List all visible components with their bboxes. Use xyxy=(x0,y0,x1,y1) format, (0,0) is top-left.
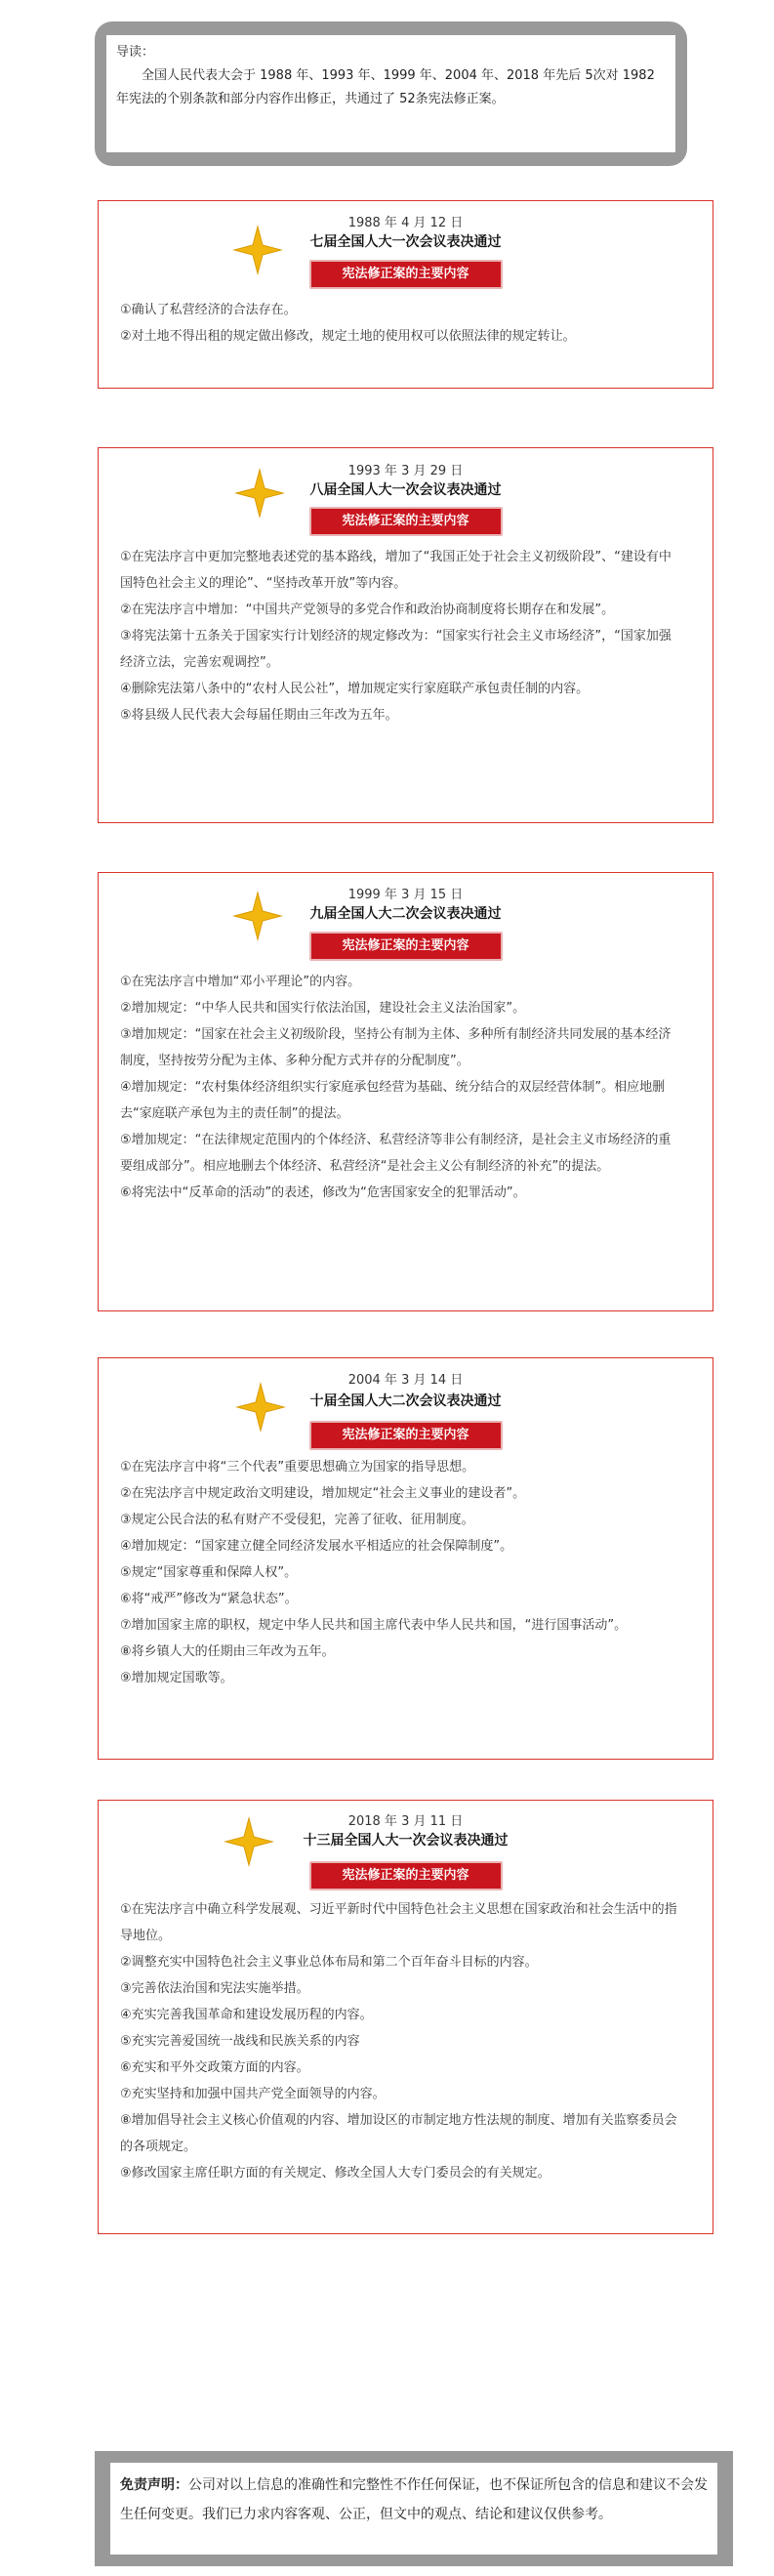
amendment-items xyxy=(99,969,713,1222)
amendment-item: ③规定公民合法的私有财产不受侵犯，完善了征收、征用制度。 xyxy=(120,1513,474,1527)
amendment-date: 2004 年 3 月 14 日 xyxy=(347,1373,464,1388)
amendment-card-1993 xyxy=(98,447,713,823)
amendment-items xyxy=(99,544,713,744)
intro-frame xyxy=(95,21,687,166)
amendment-item: ⑨修改国家主席任职方面的有关规定、修改全国人大专门委员会的有关规定。 xyxy=(120,2166,550,2181)
amendment-item: ③增加规定：“国家在社会主义初级阶段，坚持公有制为主体、多种所有制经济共同发展的基本经济制度，坚持按劳分配为主体、多种分配方式并存的分配制度”。 xyxy=(120,1027,672,1068)
disclaimer xyxy=(110,2463,717,2555)
amendment-date: 1988 年 4 月 12 日 xyxy=(347,216,464,230)
amendment-date: 2018 年 3 月 11 日 xyxy=(347,1814,464,1829)
amendment-item: ⑦增加国家主席的职权，规定中华人民共和国主席代表中华人民共和国，“进行国事活动”。 xyxy=(120,1618,628,1633)
amendment-item: ⑤规定“国家尊重和保障人权”。 xyxy=(120,1565,298,1580)
amendment-item: ⑧将乡镇人大的任期由三年改为五年。 xyxy=(120,1644,335,1659)
amendment-item: ⑧增加倡导社会主义核心价值观的内容、增加设区的市制定地方性法规的制度、增加有关监察委员会的各项规定。 xyxy=(120,2113,677,2154)
amendment-items xyxy=(99,1454,713,1707)
amendment-item: ②调整充实中国特色社会主义事业总体布局和第二个百年奋斗目标的内容。 xyxy=(120,1955,538,1970)
intro-box xyxy=(106,35,675,152)
amendment-card-2018 xyxy=(98,1800,713,2234)
amendment-item: ⑥将宪法中“反革命的活动”的表述，修改为“危害国家安全的犯罪活动”。 xyxy=(120,1185,526,1200)
amendment-card-2004 xyxy=(98,1357,713,1760)
amendment-date: 1993 年 3 月 29 日 xyxy=(347,464,464,478)
amendment-item: ①确认了私营经济的合法存在。 xyxy=(120,303,297,317)
amendment-date: 1999 年 3 月 15 日 xyxy=(347,888,464,902)
amendment-item: ⑤增加规定：“在法律规定范围内的个体经济、私营经济等非公有制经济，是社会主义市场经济的重要组成部分”。相应地删去个体经济、私营经济“是社会主义公有制经济的补充”的提法。 xyxy=(120,1133,672,1174)
amendment-item: ①在宪法序言中增加“邓小平理论”的内容。 xyxy=(120,975,361,989)
amendment-item: ②在宪法序言中增加：“中国共产党领导的多党合作和政治协商制度将长期存在和发展”。 xyxy=(120,602,615,617)
intro-text: 全国人民代表大会于 1988 年、1993 年、1999 年、2004 年、2018 年先后 5次对 1982 年宪法的个别条款和部分内容作出修正，共通过了 52条宪法修正案。 xyxy=(116,68,655,106)
amendment-congress: 七届全国人大一次会议表决通过 xyxy=(309,234,502,250)
amendment-congress: 十三届全国人大一次会议表决通过 xyxy=(303,1833,509,1849)
amendment-congress: 九届全国人大二次会议表决通过 xyxy=(309,906,502,922)
amendment-badge: 宪法修正案的主要内容 xyxy=(309,1861,503,1890)
amendment-item: ①在宪法序言中确立科学发展观、习近平新时代中国特色社会主义思想在国家政治和社会生活中的指导地位。 xyxy=(120,1902,677,1943)
amendment-item: ④删除宪法第八条中的“农村人民公社”，增加规定实行家庭联产承包责任制的内容。 xyxy=(120,682,590,696)
amendment-item: ④增加规定：“国家建立健全同经济发展水平相适应的社会保障制度”。 xyxy=(120,1539,513,1554)
amendment-congress: 八届全国人大一次会议表决通过 xyxy=(309,482,502,498)
amendment-item: ②增加规定：“中华人民共和国实行依法治国，建设社会主义法治国家”。 xyxy=(120,1001,526,1016)
amendment-item: ④增加规定：“农村集体经济组织实行家庭承包经营为基础、统分结合的双层经营体制”。相应地删去“家庭联产承包为主的责任制”的提法。 xyxy=(120,1080,666,1121)
amendment-item: ⑤将县级人民代表大会每届任期由三年改为五年。 xyxy=(120,708,398,723)
amendment-badge: 宪法修正案的主要内容 xyxy=(309,260,503,289)
disclaimer-frame xyxy=(95,2451,733,2566)
amendment-badge: 宪法修正案的主要内容 xyxy=(309,507,503,536)
amendment-items xyxy=(99,297,713,365)
amendment-item: ③将宪法第十五条关于国家实行计划经济的规定修改为：“国家实行社会主义市场经济”，“国家加强经济立法，完善宏观调控”。 xyxy=(120,629,672,670)
amendment-item: ②在宪法序言中规定政治文明建设，增加规定“社会主义事业的建设者”。 xyxy=(120,1486,526,1501)
amendment-item: ⑨增加规定国歌等。 xyxy=(120,1671,233,1685)
disclaimer-text: 公司对以上信息的准确性和完整性不作任何保证，也不保证所包含的信息和建议不会发生任何变更。我们已力求内容客观、公正，但文中的观点、结论和建议仅供参考。 xyxy=(120,2477,708,2522)
amendment-item: ⑥将“戒严”修改为“紧急状态”。 xyxy=(120,1592,298,1606)
amendment-badge: 宪法修正案的主要内容 xyxy=(309,1421,503,1450)
amendment-item: ⑤充实完善爱国统一战线和民族关系的内容 xyxy=(120,2034,360,2049)
amendment-congress: 十届全国人大二次会议表决通过 xyxy=(309,1393,502,1409)
amendment-card-1999 xyxy=(98,872,713,1311)
amendment-item: ④充实完善我国革命和建设发展历程的内容。 xyxy=(120,2008,373,2022)
amendment-items xyxy=(99,1896,713,2202)
amendment-item: ③完善依法治国和宪法实施举措。 xyxy=(120,1981,309,1996)
amendment-item: ⑥充实和平外交政策方面的内容。 xyxy=(120,2060,309,2075)
amendment-badge: 宪法修正案的主要内容 xyxy=(309,932,503,961)
intro-label: 导读： xyxy=(116,45,155,60)
amendment-card-1988 xyxy=(98,200,713,389)
amendment-item: ⑦充实坚持和加强中国共产党全面领导的内容。 xyxy=(120,2087,386,2101)
amendment-item: ②对土地不得出租的规定做出修改，规定土地的使用权可以依照法律的规定转让。 xyxy=(120,329,576,344)
amendment-item: ①在宪法序言中将“三个代表”重要思想确立为国家的指导思想。 xyxy=(120,1460,475,1475)
disclaimer-label: 免责声明： xyxy=(120,2477,188,2493)
amendment-item: ①在宪法序言中更加完整地表述党的基本路线，增加了“我国正处于社会主义初级阶段”、“建设有中国特色社会主义的理论”、“坚持改革开放”等内容。 xyxy=(120,550,672,591)
